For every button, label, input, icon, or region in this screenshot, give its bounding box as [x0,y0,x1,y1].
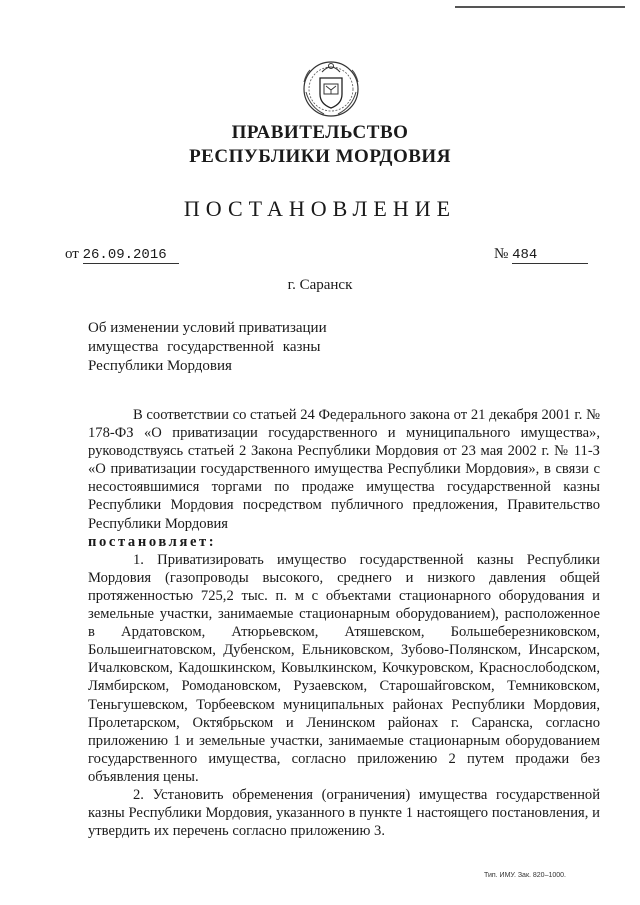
city: г. Саранск [287,277,353,293]
number-prefix: № [494,246,509,262]
date-prefix: от [65,246,79,262]
scan-top-line [455,6,625,8]
printer-note: Тип. ИМУ. Зак. 820–1000. [484,872,566,879]
subject-line: Об изменении условий приватизации [88,320,327,336]
date-value: 26.09.2016 [83,247,179,264]
subject-block [88,319,388,376]
subject-line: имущества государственной казны [88,339,321,355]
document-type-title: ПОСТАНОВЛЕНИЕ [183,196,457,221]
date-field [65,246,179,264]
number-value: 484 [512,247,588,264]
preamble-paragraph: В соответствии со статьей 24 Федерального закона от 21 декабря 2001 г. № 178-ФЗ «О приватизации государственного и муниципального имущества», руководствуясь статьей 2 Закона Республики Мордовия от 23 мая 2002 г. № 11-З «О приватизации государственного имущества Республики Мордовия», в связи с несостоявшимися торгами по продаже имущества государственной казны Республики Мордовия посредством публичного предложения, Правительство Республики Мордовия [88,407,600,532]
item-1-paragraph: 1. Приватизировать имущество государственной казны Республики Мордовия (газопроводы высокого, среднего и низкого давления общей протяженностью 725,2 тыс. п. м с объектами стационарного оборудования и земельные участки, занимаемые стационарным оборудованием), расположенное в Ардатовском, Атюрьевском, Атяшевском, Большеберезниковском, Большеигнатовском, Дубенском, Ельниковском, Зубово-Полянском, Инсарском, Ичалковском, Кадошкинском, Ковылкинском, Кочкуровском, Краснослободском, Лямбирском, Ромодановском, Рузаевском, Старошайговском, Темниковском, Теньгушевском, Торбеевском муниципальных районах Республики Мордовия, Пролетарском, Октябрьском и Ленинском районах г. Саранска, согласно приложению 1 и земельные участки, занимаемые стационарным оборудованием государственного имущества, согласно приложению 2 путем продажи без объявления цены. [88,551,600,785]
subject-line: Республики Мордовия [88,358,232,374]
decree-word: постановляет: [88,533,217,550]
item-2-paragraph: 2. Установить обременения (ограничения) имущества государственной казны Республики Мордовия, указанного в пункте 1 настоящего постановления, и утвердить их перечень согласно приложению 3. [88,786,600,840]
org-name-line2: РЕСПУБЛИКИ МОРДОВИЯ [189,146,451,167]
coat-of-arms-emblem [296,52,366,122]
org-name-line1: ПРАВИТЕЛЬСТВО [231,122,409,143]
number-field [494,246,588,264]
document-body [88,406,600,840]
